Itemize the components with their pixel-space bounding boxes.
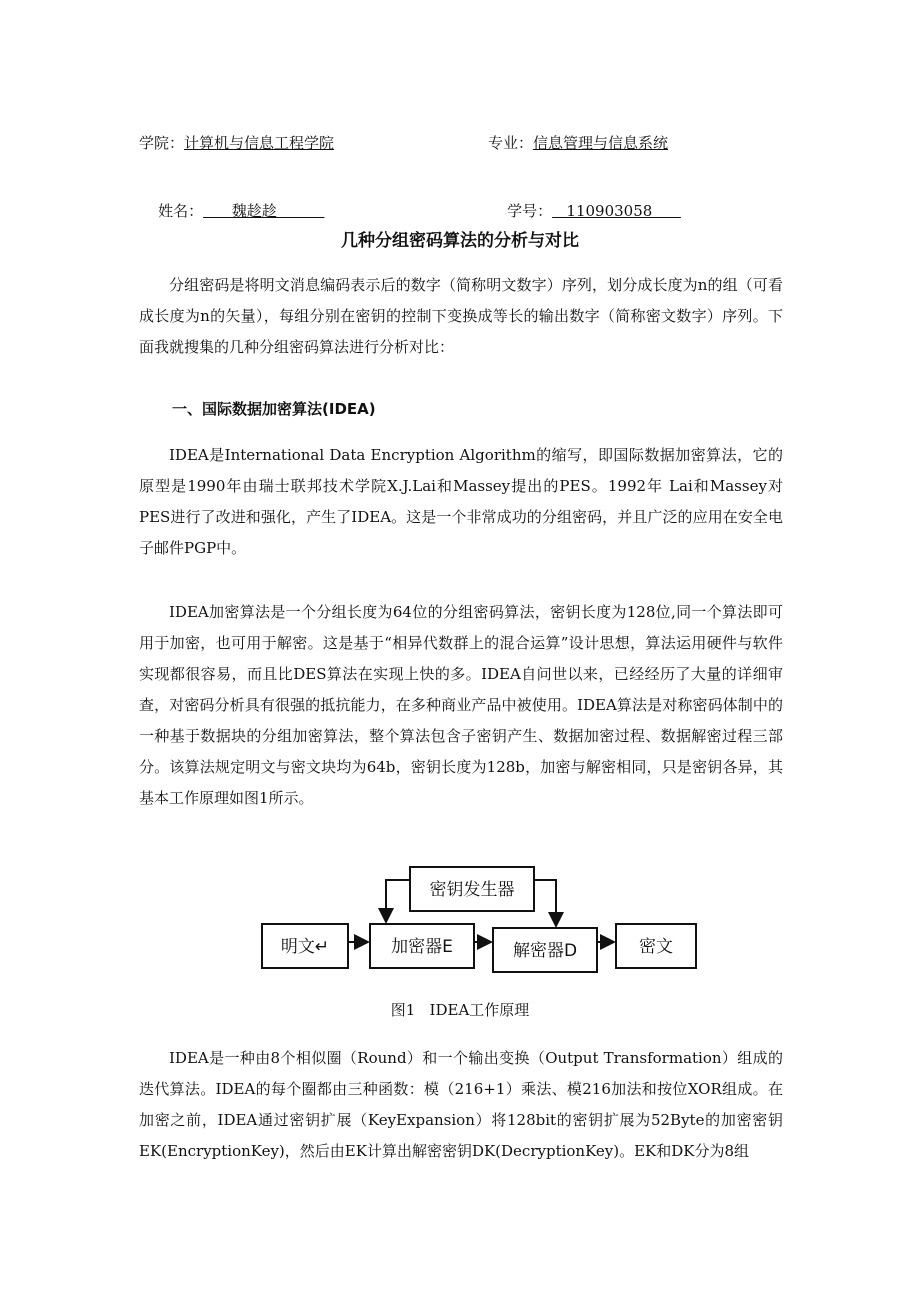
idea-paragraph-2: IDEA加密算法是一个分组长度为64位的分组密码算法，密钥长度为128位,同一个算法即可用于加密，也可用于解密。这是基于“相异代数群上的混合运算”设计思想，算法运用硬件与软件实现都很容易，而且比DES算法在实现上快的多。IDEA自问世以来，已经经历了大量的详细审查，对密码分析具有很强的抵抗能力，在多种商业产品中被使用。IDEA算法是对称密码体制中的一种基于数据块的分组加密算法，整个算法包含子密钥产生、数据加密过程、数据解密过程三部分。该算法规定明文与密文块均为64b，密钥长度为128b，加密与解密相同，只是密钥各异，其基本工作原理如图1所示。 — [139, 603, 783, 807]
idea-paragraph-1: IDEA是International Data Encryption Algorithm的缩写，即国际数据加密算法，它的原型是1990年由瑞士联邦技术学院X.J.Lai和Massey提出的PES。1992年 Lai和Massey对PES进行了改进和强化，产生了IDEA。这是一个非常成功的分组密码，并且广泛的应用在安全电子邮件PGP中。 — [139, 446, 783, 557]
name-value: 魏趁趁 — [203, 202, 325, 220]
intro-paragraph: 分组密码是将明文消息编码表示后的数字（简称明文数字）序列，划分成长度为n的组（可看成长度为n的矢量），每组分别在密钥的控制下变换成等长的输出数字（简称密文数字）序列。下面我就搜集的几种分组密码算法进行分析对比： — [139, 276, 783, 356]
encryptor-label: 加密器E — [391, 937, 453, 957]
student-id-label: 学号： — [507, 202, 553, 220]
ciphertext-label: 密文 — [639, 937, 673, 957]
name-label: 姓名： — [158, 202, 204, 220]
college-label: 学院： — [139, 134, 185, 152]
college-field — [139, 133, 334, 153]
decryptor-label: 解密器D — [512, 941, 578, 961]
idea-paragraph-3: IDEA是一种由8个相似圈（Round）和一个输出变换（Output Transformation）组成的迭代算法。IDEA的每个圈都由三种函数：模（216+1）乘法、模216加法和按位XOR组成。在加密之前，IDEA通过密钥扩展（KeyExpansion）将128bit的密钥扩展为52Byte的加密密钥EK(EncryptionKey)，然后由EK计算出解密密钥DK(DecryptionKey)。EK和DK分为8组 — [139, 1049, 783, 1160]
idea-diagram — [260, 866, 700, 982]
section-heading-idea: 一、国际数据加密算法(IDEA) — [172, 400, 376, 418]
major-field — [488, 133, 668, 153]
plaintext-label: 明文↵ — [280, 937, 330, 957]
figure-caption: 图1 IDEA工作原理 — [390, 1001, 530, 1019]
key-generator-label: 密钥发生器 — [429, 880, 515, 900]
college-value: 计算机与信息工程学院 — [184, 134, 335, 152]
arrow-key-to-dec — [534, 880, 556, 926]
arrow-key-to-enc — [386, 880, 410, 922]
major-label: 专业： — [488, 134, 534, 152]
major-value: 信息管理与信息系统 — [533, 134, 669, 152]
student-id-value: 110903058 — [552, 202, 681, 220]
document-title: 几种分组密码算法的分析与对比 — [341, 231, 579, 251]
